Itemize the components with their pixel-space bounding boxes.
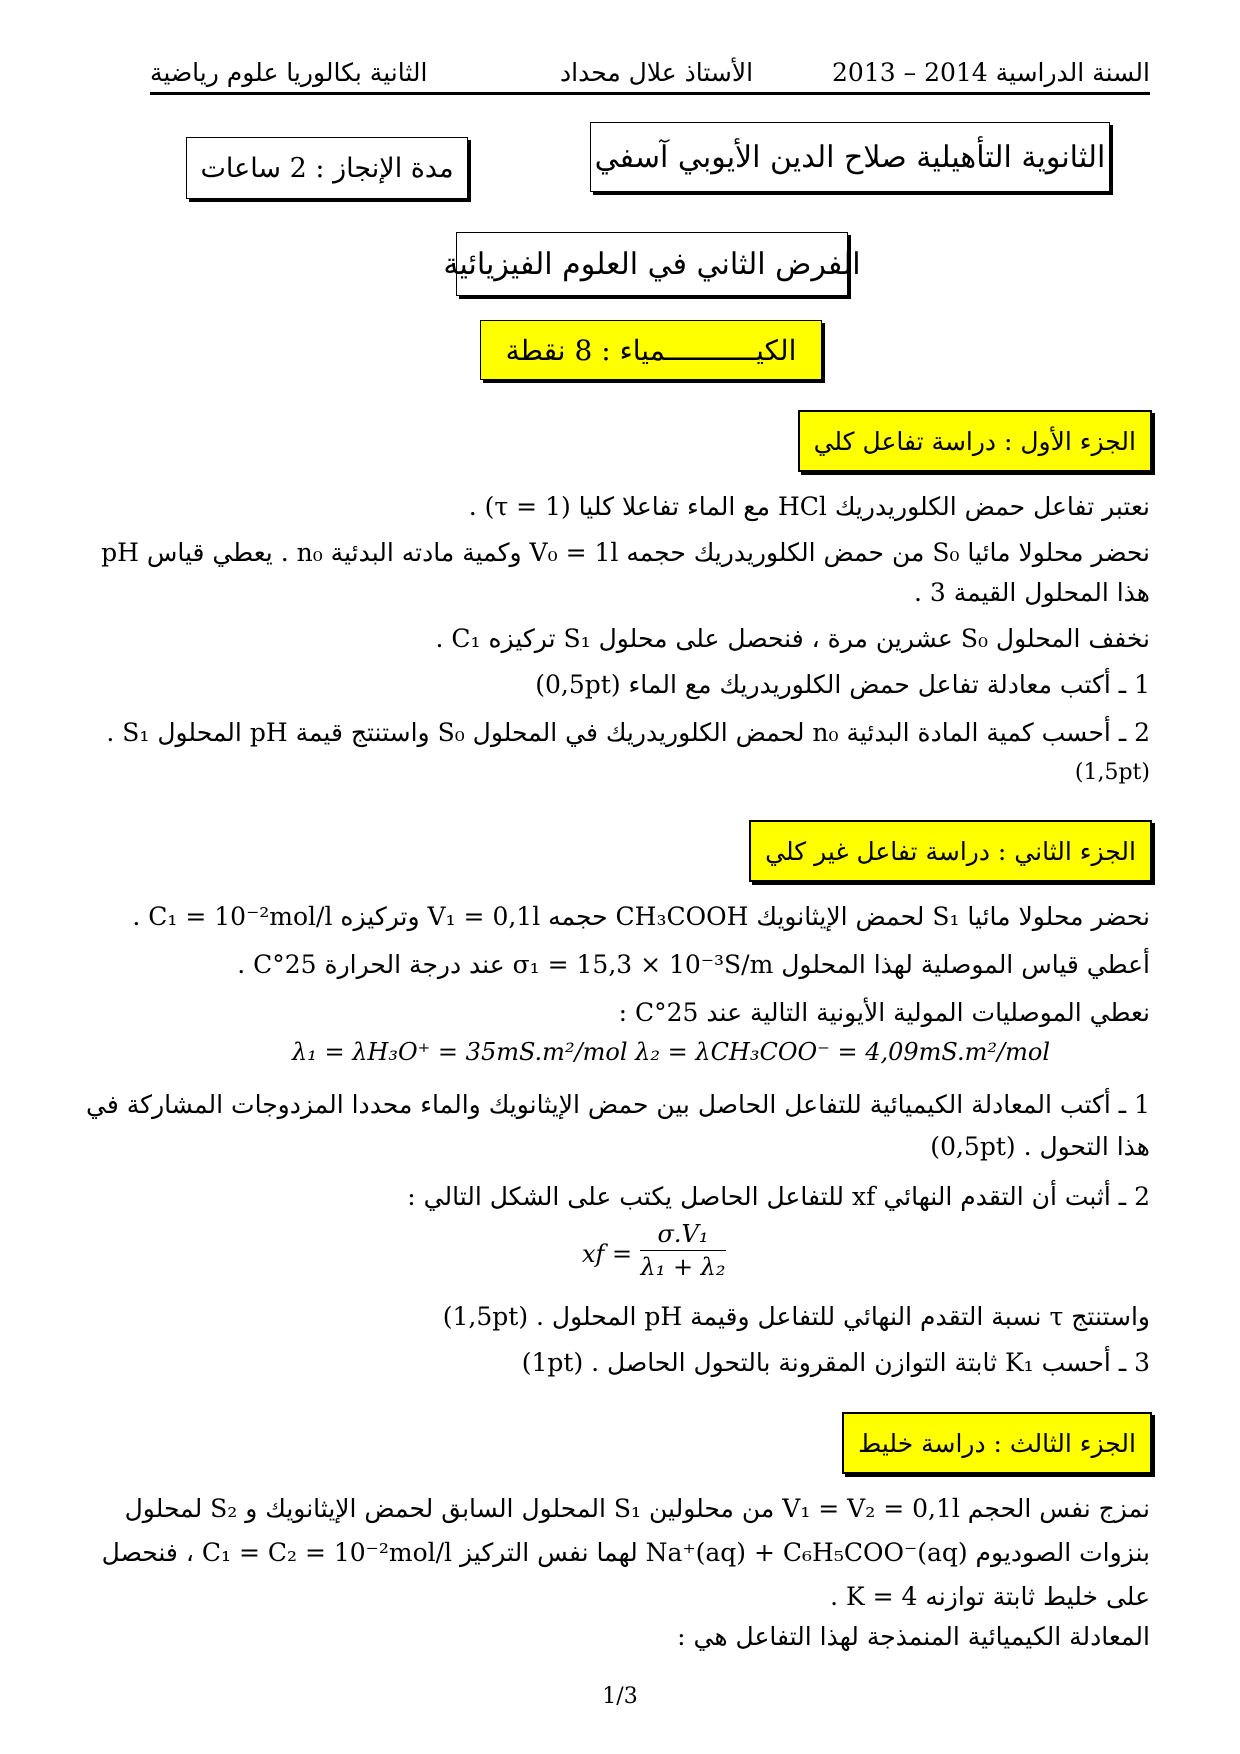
part3-line4: المعادلة الكيميائية المنمذجة لهذا التفاعل هي : [677,1622,1150,1651]
part2-title: الجزء الثاني : دراسة تفاعل غير كلي [765,836,1136,866]
exam-title: الفرض الثاني في العلوم الفيزيائية [443,246,861,282]
part2-line1: نحضر محلولا مائيا S₁ لحمض الإيثانويك CH₃COOH حجمه V₁ = 0,1l وتركيزه C₁ = 10⁻²mol/l . [132,902,1150,931]
part3-title-box [842,1412,1152,1474]
header-level: الثانية بكالوريا علوم رياضية [150,58,428,87]
part1-title: الجزء الأول : دراسة تفاعل كلي [813,426,1136,456]
part1-line1: نعتبر تفاعل حمض الكلوريدريك HCl مع الماء تفاعلا كليا (τ = 1) . [468,492,1150,521]
part1-line2: نحضر محلولا مائيا S₀ من حمض الكلوريدريك حجمه V₀ = 1l وكمية مادته البدئية n₀ . يعطي قياس pH [101,538,1150,567]
part2-line2: أعطي قياس الموصلية لهذا المحلول σ₁ = 15,3 × 10⁻³S/m عند درجة الحرارة 25°C . [237,950,1150,979]
part2-question2b: واستنتج τ نسبة التقدم النهائي للتفاعل وقيمة pH المحلول . (1,5pt) [442,1302,1150,1331]
page-number: 1/3 [602,1684,638,1709]
part3-title: الجزء الثالث : دراسة خليط [858,1428,1136,1458]
header-teacher: الأستاذ علال محداد [560,58,754,87]
part3-line1: نمزج نفس الحجم V₁ = V₂ = 0,1l من محلولين S₁ المحلول السابق لحمض الإيثانويك و S₂ لمحلول [124,1494,1150,1523]
part2-question3: 3 ـ أحسب K₁ ثابتة التوازن المقرونة بالتحول الحاصل . (1pt) [521,1348,1150,1377]
part3-line3: على خليط ثابتة توازنه K = 4 . [830,1582,1150,1611]
header-rule [150,92,1150,95]
formula-denominator: λ₁ + λ₂ [640,1253,726,1281]
part2-lambda-values: λ₁ = λH₃O⁺ = 35mS.m²/mol λ₂ = λCH₃COO⁻ = 4,09mS.m²/mol [292,1038,1050,1066]
duration: مدة الإنجاز : 2 ساعات [200,152,454,184]
chemistry-title: الكيـــــــــــمياء : 8 نقطة [505,333,797,367]
duration-box [186,137,468,199]
part1-question1: 1 ـ أكتب معادلة تفاعل حمض الكلوريدريك مع الماء (0,5pt) [535,670,1150,699]
part2-question1a: 1 ـ أكتب المعادلة الكيميائية للتفاعل الحاصل بين حمض الإيثانويك والماء محددا المزدوجات المشاركة في [86,1090,1150,1119]
part1-line4: نخفف المحلول S₀ عشرين مرة ، فنحصل على محلول S₁ تركيزه C₁ . [435,624,1150,653]
part1-question2-points: (1,5pt) [1074,760,1150,785]
part3-line2: بنزوات الصوديوم Na⁺(aq) + C₆H₅COO⁻(aq) لهما نفس التركيز C₁ = C₂ = 10⁻²mol/l ، فنحصل [101,1538,1150,1567]
exam-title-box [443,232,861,296]
part2-question1b: هذا التحول . (0,5pt) [930,1132,1150,1161]
part2-title-box [749,820,1152,882]
school-name: الثانوية التأهيلية صلاح الدين الأيوبي آسفي [594,139,1106,175]
part1-line3: هذا المحلول القيمة 3 . [913,578,1150,607]
part1-question2: 2 ـ أحسب كمية المادة البدئية n₀ لحمض الكلوريدريك في المحلول S₀ واستنتج قيمة pH المحلول S₁ . [106,718,1150,747]
formula-fraction [640,1220,726,1281]
formula-numerator: σ.V₁ [657,1220,709,1248]
header-year: السنة الدراسية 2014 – 2013 [832,58,1150,87]
formula-bar [640,1250,726,1251]
part1-title-box [798,410,1152,472]
school-name-box [590,122,1110,192]
chemistry-title-box [480,320,822,380]
part2-line3: نعطي الموصليات المولية الأيونية التالية عند 25°C : [618,998,1150,1027]
part2-question2: 2 ـ أثبت أن التقدم النهائي xf للتفاعل الحاصل يكتب على الشكل التالي : [407,1182,1150,1211]
formula-lhs: xf = [582,1240,633,1268]
